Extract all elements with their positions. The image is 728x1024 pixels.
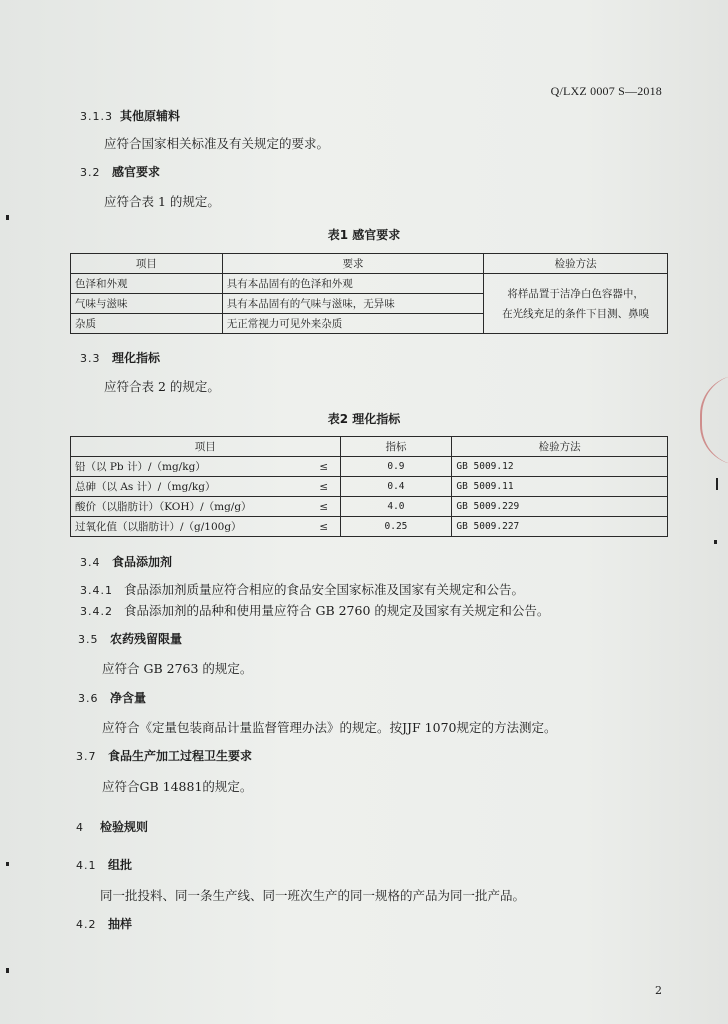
table-cell: 过氧化值（以脂肪计）/（g/100g） <box>71 517 309 537</box>
table-1-caption: 表1 感官要求 <box>327 228 401 242</box>
section-title: 抽样 <box>107 917 132 931</box>
section-3-7-heading <box>76 747 252 764</box>
table-header-cell: 检验方法 <box>484 254 668 274</box>
section-number: 4.2 <box>76 918 97 931</box>
table-cell: 无正常视力可见外来杂质 <box>222 314 484 334</box>
section-3-3-heading <box>80 349 160 366</box>
section-number: 3.6 <box>78 692 99 705</box>
table-2-physicochemical <box>70 436 668 537</box>
table-1-sensory <box>70 253 668 334</box>
scan-mark <box>6 215 9 220</box>
section-title: 理化指标 <box>111 351 160 365</box>
section-3-6-heading <box>78 689 146 706</box>
table-cell: ≤ <box>308 497 340 517</box>
table-row <box>71 274 668 294</box>
table-row <box>71 477 668 497</box>
scan-mark <box>6 968 9 973</box>
table-header-cell: 指标 <box>340 437 452 457</box>
section-title: 检验规则 <box>99 820 148 834</box>
scan-mark <box>714 540 717 544</box>
table-cell: GB 5009.12 <box>452 457 668 477</box>
table-cell: GB 5009.229 <box>452 497 668 517</box>
section-number: 3.2 <box>80 166 101 179</box>
table-header-row <box>71 437 668 457</box>
table-row <box>71 497 668 517</box>
section-4-1-text: 同一批投料、同一条生产线、同一班次生产的同一规格的产品为同一批产品。 <box>100 888 526 903</box>
section-title: 农药残留限量 <box>109 632 182 646</box>
section-number: 4.1 <box>76 859 97 872</box>
table-row <box>71 517 668 537</box>
scan-mark <box>6 862 9 866</box>
table-cell: ≤ <box>308 457 340 477</box>
section-number: 3.4.1 <box>80 584 113 597</box>
test-method-line: 将样品置于洁净白色容器中， <box>507 287 644 300</box>
section-title: 组批 <box>107 858 132 872</box>
red-seal-fragment <box>700 375 728 465</box>
section-3-1-3-heading <box>80 107 180 124</box>
table-header-row <box>71 254 668 274</box>
section-number: 3.1.3 <box>80 110 113 123</box>
section-3-3-text: 应符合表 2 的规定。 <box>104 379 220 394</box>
table-cell: 具有本品固有的气味与滋味，无异味 <box>222 294 484 314</box>
table-cell: 0.25 <box>340 517 452 537</box>
table-header-cell: 项目 <box>71 254 223 274</box>
section-title: 净含量 <box>109 691 146 705</box>
table-header-cell: 要求 <box>222 254 484 274</box>
test-method-cell <box>484 274 668 334</box>
section-number: 3.4.2 <box>80 605 113 618</box>
table-cell: 杂质 <box>71 314 223 334</box>
table-cell: 总砷（以 As 计）/（mg/kg） <box>71 477 309 497</box>
table-cell: 酸价（以脂肪计）（KOH）/（mg/g） <box>71 497 309 517</box>
section-3-5-text: 应符合 GB 2763 的规定。 <box>102 661 253 676</box>
test-method-line: 在光线充足的条件下目测、鼻嗅 <box>502 307 650 320</box>
section-4-heading <box>76 818 148 835</box>
table-cell: 气味与滋味 <box>71 294 223 314</box>
table-cell: ≤ <box>308 517 340 537</box>
section-3-2-text: 应符合表 1 的规定。 <box>104 194 220 209</box>
section-number: 3.5 <box>78 633 99 646</box>
table-cell: ≤ <box>308 477 340 497</box>
section-4-1-heading <box>76 856 132 873</box>
section-3-6-text: 应符合《定量包装商品计量监督管理办法》的规定。按JJF 1070规定的方法测定。 <box>102 720 557 735</box>
table-cell: 0.4 <box>340 477 452 497</box>
table-header-cell: 检验方法 <box>452 437 668 457</box>
section-title: 食品添加剂 <box>111 555 172 569</box>
section-title: 感官要求 <box>111 165 160 179</box>
table-cell: 0.9 <box>340 457 452 477</box>
section-4-2-heading <box>76 915 132 932</box>
table-header-cell: 项目 <box>71 437 341 457</box>
table-2-caption: 表2 理化指标 <box>327 412 401 426</box>
section-3-4-1 <box>80 580 524 598</box>
section-title: 食品生产加工过程卫生要求 <box>107 749 252 763</box>
table-cell: GB 5009.227 <box>452 517 668 537</box>
section-text: 食品添加剂的品种和使用量应符合 GB 2760 的规定及国家有关规定和公告。 <box>123 603 550 618</box>
table-cell: 色泽和外观 <box>71 274 223 294</box>
table-cell: 铅（以 Pb 计）/（mg/kg） <box>71 457 309 477</box>
section-3-5-heading <box>78 630 182 647</box>
section-number: 3.7 <box>76 750 97 763</box>
table-row <box>71 457 668 477</box>
table-cell: GB 5009.11 <box>452 477 668 497</box>
section-number: 4 <box>76 821 84 834</box>
section-3-4-heading <box>80 553 172 570</box>
table-cell: 4.0 <box>340 497 452 517</box>
section-3-7-text: 应符合GB 14881的规定。 <box>102 779 253 794</box>
section-3-2-heading <box>80 163 160 180</box>
section-text: 食品添加剂质量应符合相应的食品安全国家标准及国家有关规定和公告。 <box>123 582 524 597</box>
section-number: 3.3 <box>80 352 101 365</box>
table-cell: 具有本品固有的色泽和外观 <box>222 274 484 294</box>
document-id: Q/LXZ 0007 S—2018 <box>550 84 662 98</box>
scan-mark <box>716 478 718 490</box>
section-number: 3.4 <box>80 556 101 569</box>
section-3-1-3-text: 应符合国家相关标准及有关规定的要求。 <box>104 136 330 151</box>
section-3-4-2 <box>80 601 549 619</box>
page-number: 2 <box>655 984 662 997</box>
section-title: 其他原辅料 <box>119 109 180 123</box>
